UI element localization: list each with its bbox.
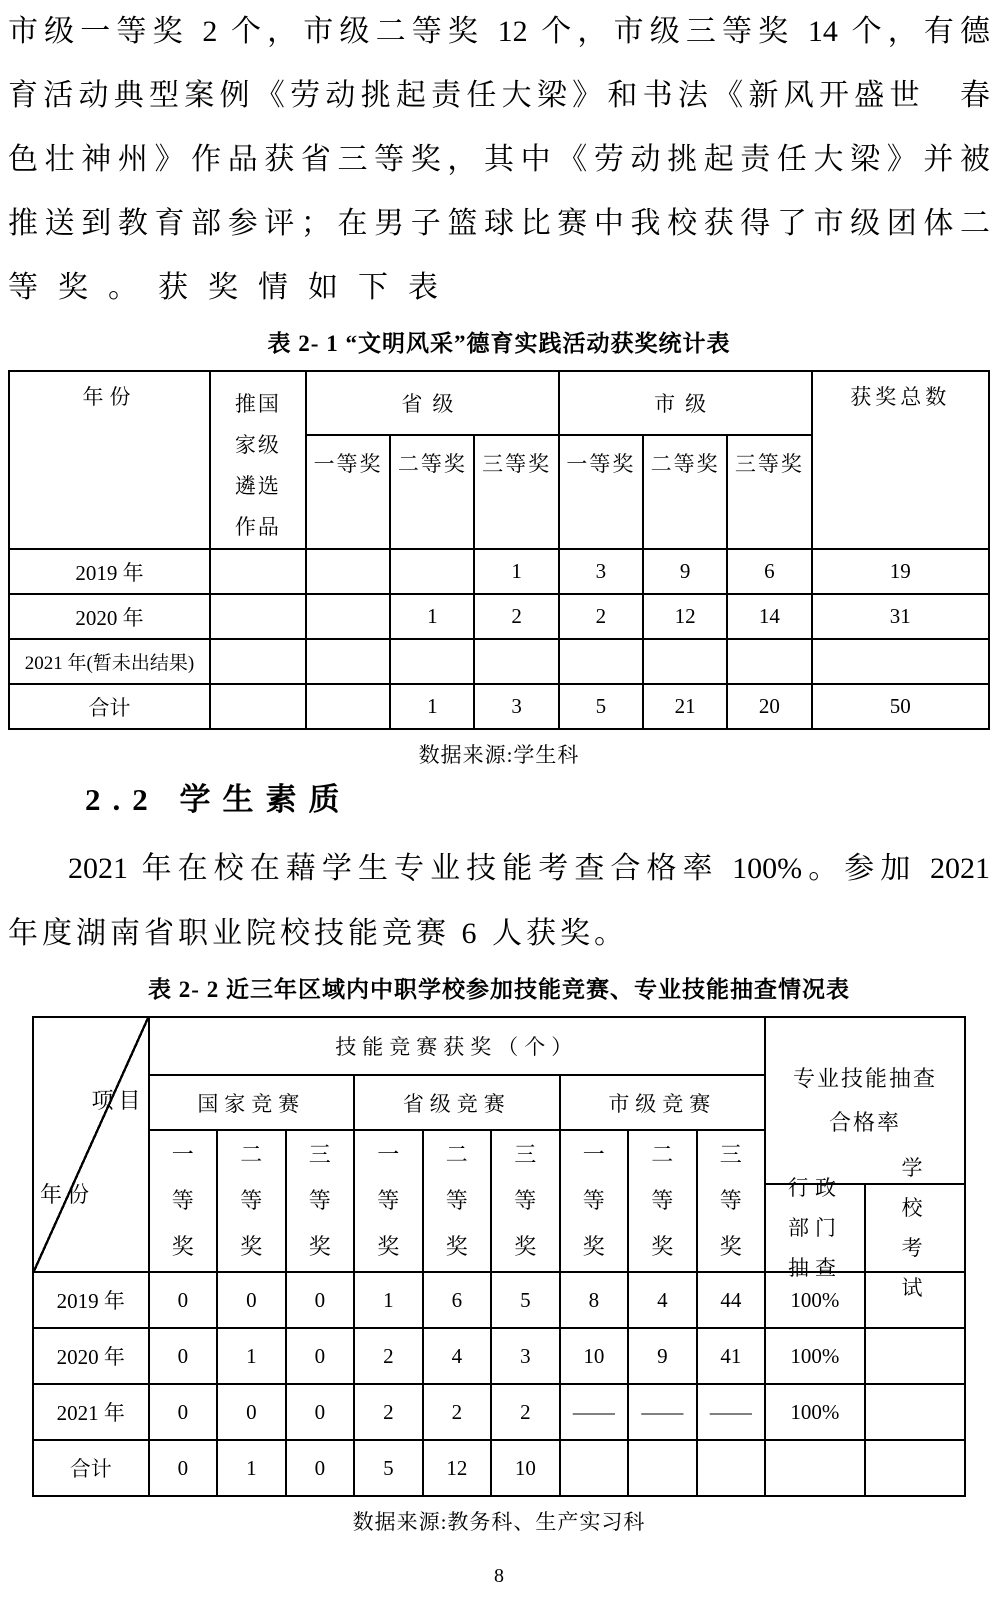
header-prize [149,1130,218,1272]
prize-label: 一等奖 [582,1142,605,1259]
header-total: 获奖总数 [812,371,989,549]
header-prize [423,1130,492,1272]
prize-label: 二等奖 [445,1142,468,1259]
row-label: 2019 年 [9,549,210,594]
text-line: 育活动典型案例《劳动挑起责任大梁》和书法《新风开盛世 春 [8,79,990,112]
table-cell [306,549,390,594]
row-label: 合计 [9,684,210,729]
sampling-pass-rate-label: 专业技能抽查合格率 [793,1065,938,1135]
table-cell [390,549,474,594]
table-cell: 1 [217,1328,286,1384]
table-cell: 8 [560,1272,629,1328]
admin-sampling-label: 行政部门抽查 [788,1176,843,1280]
header-prize [628,1130,697,1272]
table-cell: 0 [149,1384,218,1440]
table-cell: 0 [149,1440,218,1496]
table-cell: 2 [354,1384,423,1440]
table-cell: 12 [423,1440,492,1496]
header-prize: 二等奖 [390,435,474,549]
table-cell: 9 [628,1328,697,1384]
table-cell: 4 [628,1272,697,1328]
prize-label: 二等奖 [651,1142,674,1259]
table-cell: —— [628,1384,697,1440]
header-prize [697,1130,766,1272]
table-cell: 21 [643,684,727,729]
table-cell: —— [560,1384,629,1440]
prize-label: 二等奖 [240,1142,263,1259]
table-cell: 5 [491,1272,560,1328]
header-prize [286,1130,355,1272]
text-line: 年度湖南省职业院校技能竞赛 6 人获奖。 [8,917,628,950]
header-national-selection [210,371,306,549]
table-row [33,1384,965,1440]
diagonal-label-year: 年份 [40,1182,95,1207]
table-cell: 4 [423,1328,492,1384]
table-cell [628,1440,697,1496]
header-prize: 二等奖 [643,435,727,549]
table-cell: 100% [765,1272,865,1328]
table-cell: 3 [491,1328,560,1384]
table2-caption: 表 2- 2 近三年区域内中职学校参加技能竞赛、专业技能抽查情况表 [148,977,850,1002]
table-cell: 31 [812,594,989,639]
table-cell: 5 [354,1440,423,1496]
header-prize: 一等奖 [306,435,390,549]
table-cell: 1 [474,549,558,594]
table-cell: 12 [643,594,727,639]
text-line: 推送到教育部参评；在男子篮球比赛中我校获得了市级团体二 [8,207,990,240]
header-prize [354,1130,423,1272]
table-cell: 6 [423,1272,492,1328]
table-cell [643,639,727,684]
row-label: 2020 年 [33,1328,149,1384]
table-cell [390,639,474,684]
table-cell: 100% [765,1328,865,1384]
table-cell: 2 [491,1384,560,1440]
table-cell: 2 [474,594,558,639]
table-cell [210,594,306,639]
table-cell: 1 [217,1440,286,1496]
table-cell: 2 [559,594,643,639]
table-cell [474,639,558,684]
table-cell [812,639,989,684]
table-row [33,1328,965,1384]
page-number: 8 [494,1565,504,1587]
table-cell: 9 [643,549,727,594]
table-row [9,639,989,684]
text-line: 市级一等奖 2 个，市级二等奖 12 个，市级三等奖 14 个，有德 [8,15,990,48]
table-cell: 0 [217,1384,286,1440]
table-cell [306,594,390,639]
header-national-selection-label: 推国家级遴选作品 [234,392,281,539]
table-cell: 10 [491,1440,560,1496]
table-row [33,1440,965,1496]
table-cell: 1 [354,1272,423,1328]
table-cell [697,1440,766,1496]
table2-data-source: 数据来源:教务科、生产实习科 [352,1510,646,1534]
table-cell [865,1440,965,1496]
table-cell: 50 [812,684,989,729]
table-cell: 2 [423,1384,492,1440]
prize-label: 一等奖 [377,1142,400,1259]
table-cell: 0 [286,1440,355,1496]
table-cell [306,639,390,684]
table-row [9,594,989,639]
table-cell [865,1384,965,1440]
diagonal-line [34,1018,148,1271]
section-heading: 2.2 学生素质 [85,782,352,817]
table2-header-row-1 [33,1017,965,1075]
diagonal-header-cell [33,1017,149,1272]
awards-statistics-table [8,370,990,730]
header-prize [560,1130,629,1272]
header-prize [491,1130,560,1272]
table-cell: 14 [727,594,811,639]
table-cell: 0 [217,1272,286,1328]
diagonal-label-project: 项目 [91,1088,146,1113]
table-cell [865,1328,965,1384]
header-admin-sampling [766,1176,866,1280]
table-cell [560,1440,629,1496]
table-cell: 6 [727,549,811,594]
header-competition-awards: 技能竞赛获奖（个） [149,1017,766,1075]
header-province-competition: 省级竞赛 [354,1075,560,1130]
table-cell: 10 [560,1328,629,1384]
skills-competition-table [32,1016,966,1497]
table-row [9,684,989,729]
table-cell: 20 [727,684,811,729]
table-cell [559,639,643,684]
table-cell [727,639,811,684]
row-label: 2021 年 [33,1384,149,1440]
prize-label: 一等奖 [171,1142,194,1259]
table-cell: 1 [390,594,474,639]
table-row [9,549,989,594]
prize-label: 三等奖 [514,1142,537,1259]
table-cell: 0 [149,1272,218,1328]
table-cell: 0 [286,1384,355,1440]
header-city-group: 市级 [559,371,812,435]
table-cell [306,684,390,729]
table-cell: —— [697,1384,766,1440]
header-province-group: 省级 [306,371,559,435]
header-school-exam [866,1156,964,1300]
row-label: 合计 [33,1440,149,1496]
prize-label: 三等奖 [308,1142,331,1259]
table-cell: 19 [812,549,989,594]
table-cell: 5 [559,684,643,729]
header-prize: 三等奖 [474,435,558,549]
table-cell: 1 [390,684,474,729]
header-prize [217,1130,286,1272]
table-cell: 3 [559,549,643,594]
table-cell: 41 [697,1328,766,1384]
paragraph-awards [8,0,990,320]
table-cell: 0 [149,1328,218,1384]
header-year: 年份 [9,371,210,549]
table-cell: 3 [474,684,558,729]
table-cell: 0 [286,1272,355,1328]
row-label: 2021 年(暂未出结果) [9,639,210,684]
header-prize: 三等奖 [727,435,811,549]
table-cell: 2 [354,1328,423,1384]
table-cell [210,684,306,729]
row-label: 2019 年 [33,1272,149,1328]
table1-caption: 表 2- 1 “文明风采”德育实践活动获奖统计表 [267,331,731,356]
row-label: 2020 年 [9,594,210,639]
table-cell: 0 [286,1328,355,1384]
table1-header-row-1 [9,371,989,435]
header-city-competition: 市级竞赛 [560,1075,766,1130]
paragraph-student-quality [8,836,990,966]
table1-data-source: 数据来源:学生科 [418,743,580,767]
table-cell [210,639,306,684]
prize-label: 三等奖 [719,1142,742,1259]
table-cell: 100% [765,1384,865,1440]
table-cell [765,1440,865,1496]
header-prize: 一等奖 [559,435,643,549]
school-exam-label: 学校考试 [901,1156,929,1300]
table-cell [210,549,306,594]
table-cell: 44 [697,1272,766,1328]
text-line: 2021 年在校在藉学生专业技能考查合格率 100%。参加 2021 [68,852,990,885]
header-national-competition: 国家竞赛 [149,1075,355,1130]
text-line: 等奖。获奖情如下表 [8,271,458,304]
text-line: 色壮神州》作品获省三等奖，其中《劳动挑起责任大梁》并被 [8,143,990,176]
